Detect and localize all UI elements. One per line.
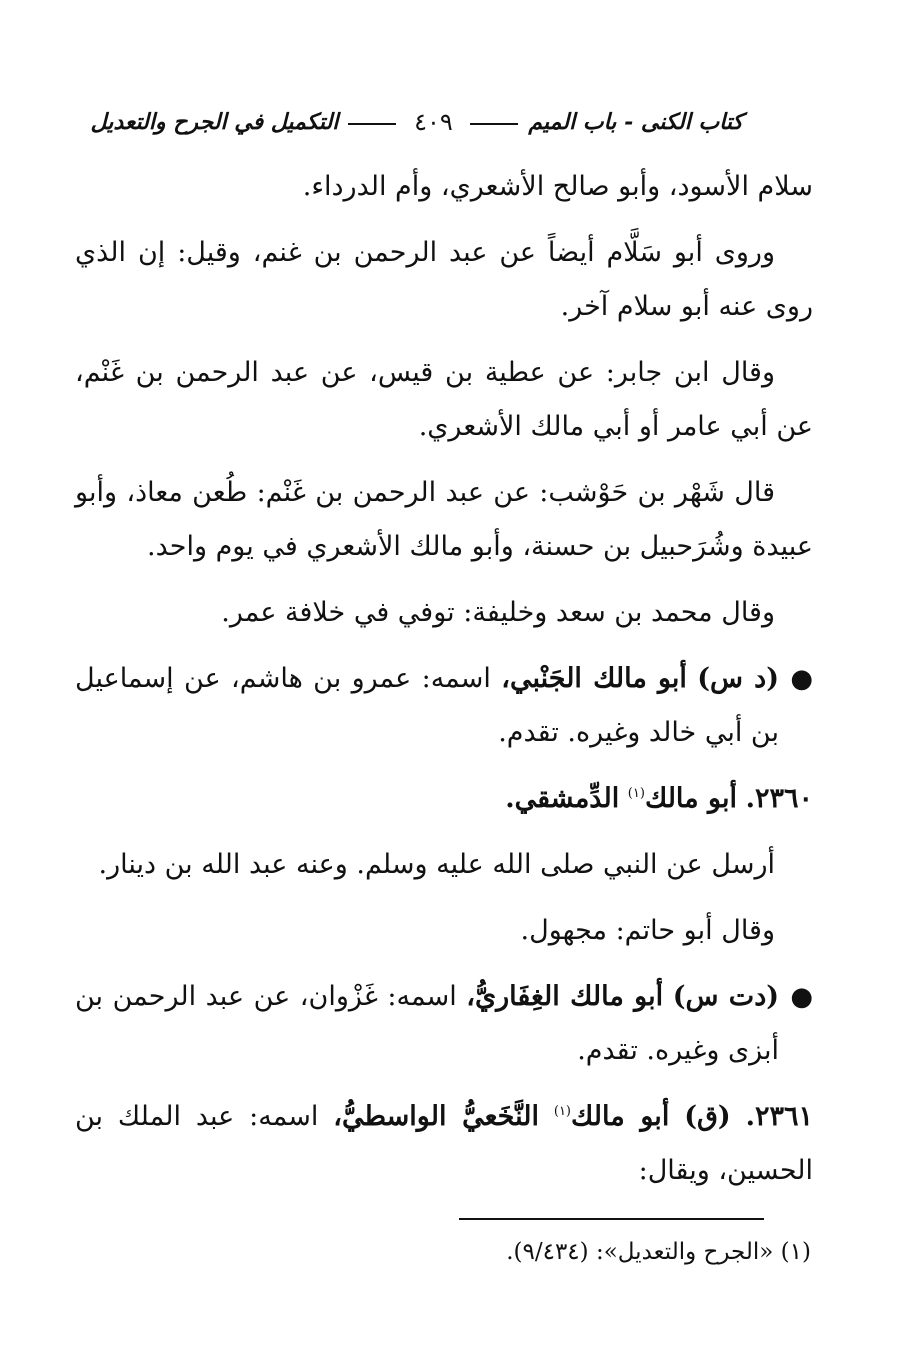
- paragraph-1: سلام الأسود، وأبو صالح الأشعري، وأم الدرداء.: [302, 171, 813, 202]
- page-number-group: [338, 108, 528, 136]
- entry-body: اسمه: عمرو بن هاشم، عن إسماعيل بن أبي خالد وغيره. تقدم.: [75, 663, 779, 748]
- footnote: (١) «الجرح والتعديل»: (٩/٤٣٤).: [506, 1239, 811, 1265]
- paragraph-6: أرسل عن النبي صلى الله عليه وسلم. وعنه عبد الله بن دينار.: [98, 849, 775, 880]
- footnote-divider: [459, 1218, 764, 1220]
- bullet-icon: ●: [790, 982, 813, 1012]
- paragraph-4: قال شَهْر بن حَوْشب: عن عبد الرحمن بن غَنْم: طُعن معاذ، وأبو عبيدة وشُرَحبيل بن حسنة، وأبو مالك الأشعري في يوم واحد.: [75, 477, 813, 562]
- entry-name: أبو مالك الغِفَاريُّ،: [466, 981, 664, 1012]
- bullet-icon: ●: [790, 664, 813, 694]
- entry-body: اسمه: غَزْوان، عن عبد الرحمن بن أبزى وغيره. تقدم.: [75, 981, 779, 1066]
- entry-text: [75, 652, 779, 760]
- entry-abu-malik-alghifari: [75, 970, 813, 1078]
- entry-name: أبو مالك الجَنْبي،: [501, 663, 687, 694]
- paragraph-3: وقال ابن جابر: عن عطية بن قيس، عن عبد الرحمن بن غَنْم، عن أبي عامر أو أبي مالك الأشعري.: [75, 357, 813, 442]
- paragraph-2: وروى أبو سَلَّام أيضاً عن عبد الرحمن بن غنم، وقيل: إن الذي روى عنه أبو سلام آخر.: [75, 237, 813, 322]
- entry-number: ٢٣٦٠.: [745, 783, 813, 814]
- page-number: ٤٠٩: [414, 108, 453, 136]
- footnote-ref[interactable]: (١): [553, 1104, 571, 1119]
- entry-number: ٢٣٦١.: [745, 1101, 813, 1132]
- header-dash-right: [470, 123, 518, 125]
- main-text: [75, 160, 813, 1210]
- footnote-ref[interactable]: (١): [627, 786, 645, 801]
- entry-tag: (ق): [684, 1101, 731, 1132]
- entry-2360-heading: [75, 772, 813, 826]
- entry-name: أبو مالك: [571, 1101, 670, 1132]
- paragraph-5: وقال محمد بن سعد وخليفة: توفي في خلافة عمر.: [221, 597, 775, 628]
- book-title: التكميل في الجرح والتعديل: [90, 109, 339, 135]
- header-dash-left: [348, 123, 396, 125]
- entry-2361: [75, 1090, 813, 1198]
- paragraph-7: وقال أبو حاتم: مجهول.: [520, 915, 775, 946]
- section-title: كتاب الكنى - باب الميم: [528, 109, 743, 135]
- entry-tag: (دت س): [672, 981, 779, 1012]
- entry-name-nisba: النَّخَعيُّ الواسطيُّ،: [333, 1101, 539, 1132]
- entry-name: أبو مالك: [644, 783, 737, 814]
- entry-abu-malik-aljanbi: [75, 652, 813, 760]
- entry-name-nisba: الدِّمشقي.: [505, 783, 620, 814]
- entry-tag: (د س): [697, 663, 779, 694]
- running-head: [90, 100, 743, 144]
- entry-text: [75, 970, 779, 1078]
- entry-body: اسمه: عبد الملك بن الحسين، ويقال:: [75, 1101, 813, 1186]
